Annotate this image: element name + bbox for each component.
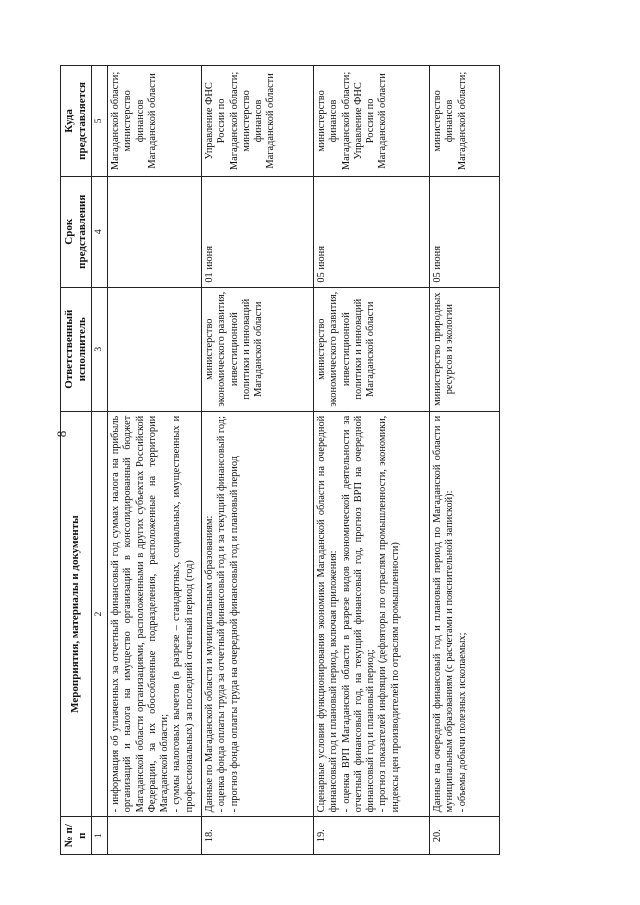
content-line: - оценка фонда оплаты труда за отчетный финансовый год и за текущий финансовый год; [216,416,228,813]
content-line: - суммы налоговых вычетов (в разрезе – стандартных, социальных, имущественных и профессиональных) за последний отчетный период (год) [171,415,195,813]
row-deadline [108,176,202,287]
row-content [202,411,314,817]
row-content [430,411,500,817]
header-deadline: Срок представления [61,176,92,287]
column-number: 5 [91,66,107,177]
row-destination: министерство финансов Магаданской области; [430,66,500,177]
content-line: Данные по Магаданской области и муниципальным образованиям: [204,515,216,813]
header-number: № п/п [61,817,92,855]
row-deadline: 05 июня [430,176,500,287]
row-executor: министерство экономического развития, инвестиционной политики и инноваций Магаданской области [202,287,314,411]
content-line: Данные на очередной финансовый год и плановый период по Магаданской области и муниципальным образованиям (с расчетами и пояснительной запиской): [432,415,456,813]
row-content [108,411,202,817]
column-number: 3 [91,287,107,411]
row-executor: министерство экономического развития, инвестиционной политики и инноваций Магаданской области [314,287,430,411]
row-content [314,411,430,817]
row-number: 20. [430,817,500,855]
row-executor: министерство природных ресурсов и экологии [430,287,500,411]
row-executor [108,287,202,411]
header-executor: Ответственный исполнитель [61,287,92,411]
row-deadline: 01 июня [202,176,314,287]
plan-table [60,65,500,855]
content-line: - прогноз фонда оплаты труда на очередной финансовый год и плановый период [228,455,240,813]
header-destination: Куда представляется [61,66,92,177]
row-number: 19. [314,817,430,855]
rotated-page-content [60,65,575,855]
table-row [314,66,430,855]
content-line: - прогноз показателей инфляции (дефляторы по отраслям промышленности, экономики, индексы цен производителей по отраслям промышленности) [377,415,401,813]
column-numbers-row [91,66,107,855]
table-row [430,66,500,855]
column-number: 4 [91,176,107,287]
row-number [108,817,202,855]
table-row [202,66,314,855]
row-destination: Магаданской области; министерство финансов Магаданской области [108,66,202,177]
row-number: 18. [202,817,314,855]
row-destination: Управление ФНС России по Магаданской области; министерство финансов Магаданской области [202,66,314,177]
column-number: 1 [91,817,107,855]
content-line: - объемы добычи полезных ископаемых; [456,632,468,813]
header-activities: Мероприятия, материалы и документы [61,411,92,817]
row-deadline: 05 июня [314,176,430,287]
table-header-row [61,66,92,855]
row-destination: министерство финансов Магаданской области; Управление ФНС России по Магаданской области [314,66,430,177]
table-row [108,66,202,855]
content-line: - информация об уплаченных за отчетный финансовый год суммах налога на прибыль организаций и налога на имущество организаций в консолидированный бюджет Магаданской области организациями, расположенными в других субъектах Российской Федерации, за их обособленные подразделения, расположенные на территории Магаданской области; [110,415,171,813]
page-number: 8 [54,430,69,438]
column-number: 2 [91,411,107,817]
content-line: Сценарные условия функционирования экономики Магаданской области на очередной финансовый год и плановый период, включая приложения: [316,415,340,813]
content-line: - оценка ВРП Магаданской области в разрезе видов экономической деятельности за отчетный финансовый год, на текущий финансовый год, прогноз ВРП на очередной финансовый год и плановый период; [340,415,377,813]
